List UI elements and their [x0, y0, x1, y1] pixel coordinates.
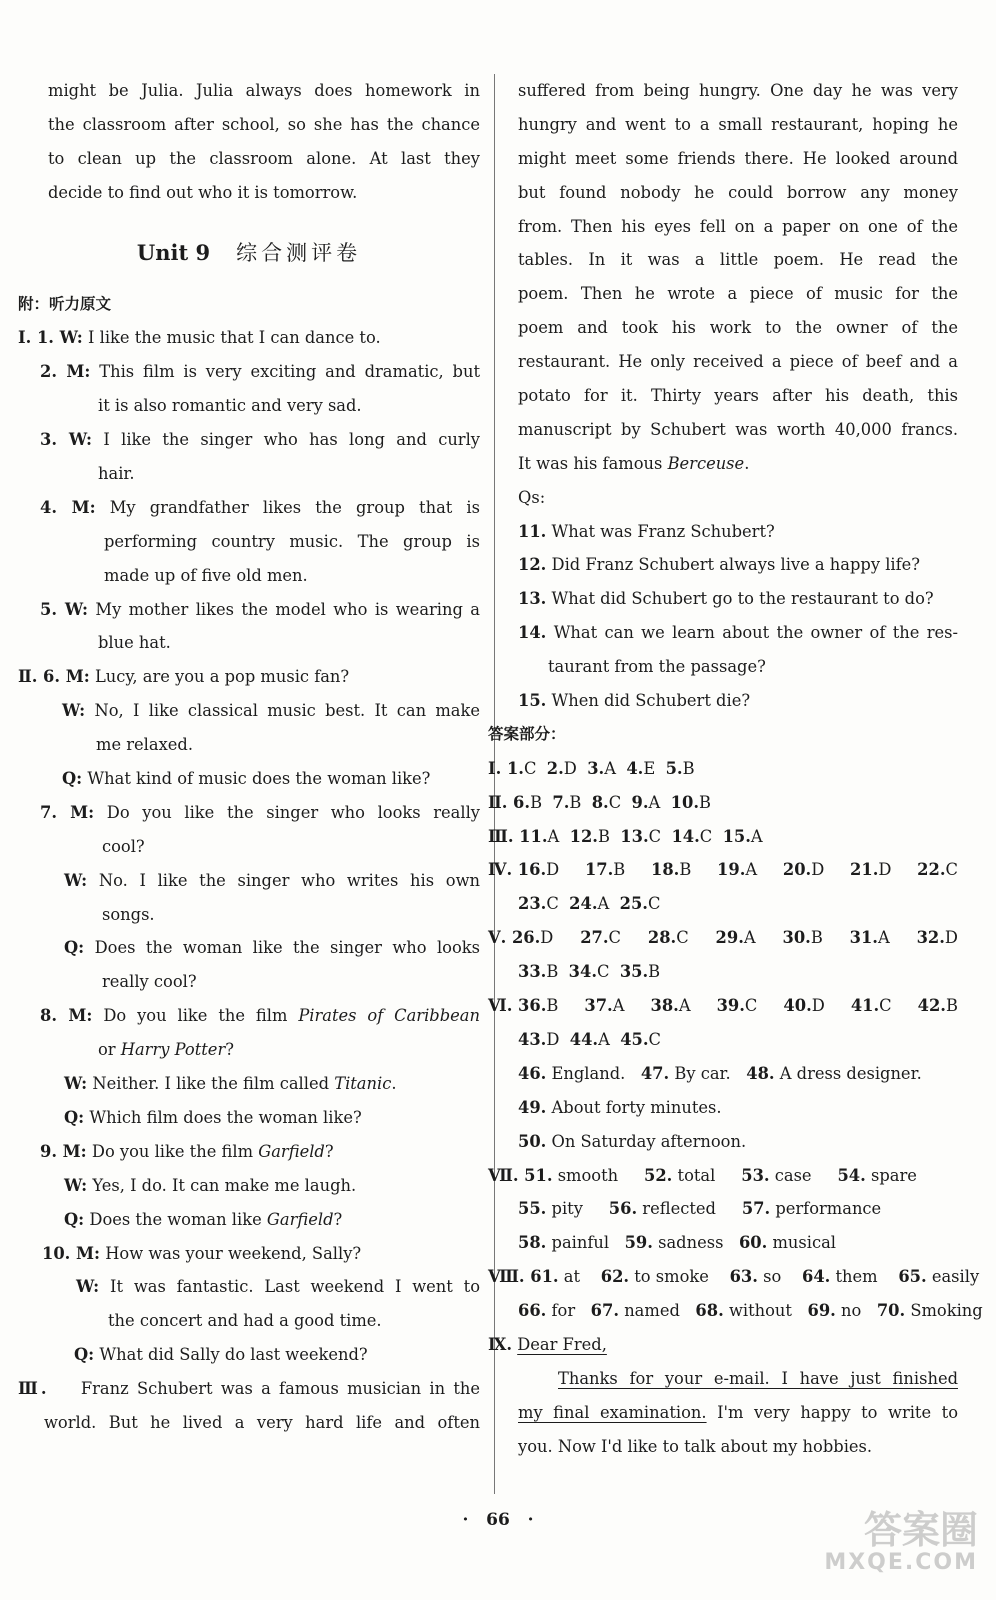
intro-line: to clean up the classroom alone. At last they: [48, 148, 480, 168]
question: 15. When did Schubert die?: [518, 691, 751, 711]
passage-line: It was his famous Berceuse.: [518, 453, 750, 473]
script-line: 8. M: Do you like the film Pirates of Caribbean: [40, 1006, 480, 1026]
passage-line: tables. In it was a little poem. He read the: [518, 250, 958, 270]
essay-line: Thanks for your e-mail. I have just finished: [558, 1368, 958, 1388]
answer-row: 58. painful 59. sadness 60. musical: [518, 1233, 837, 1253]
passage-line: potato for it. Thirty years after his death, this: [518, 386, 958, 406]
script-line: 2. M: This film is very exciting and dramatic, but: [40, 362, 480, 382]
script-line: it is also romantic and very sad.: [98, 396, 362, 416]
answer-row: Ⅷ. 61. at 62. to smoke 63. so 64. them 65. easily: [488, 1267, 980, 1287]
unit-title: [18, 210, 480, 288]
question: taurant from the passage?: [548, 657, 766, 677]
passage-line: manuscript by Schubert was worth 40,000 francs.: [518, 419, 958, 439]
script-line: Q: What did Sally do last weekend?: [74, 1345, 368, 1365]
answer-row: 33.B 34.C 35.B: [518, 962, 661, 982]
answer-row: 55. pity 56. reflected 57. performance: [518, 1199, 882, 1219]
answers-heading: 答案部分：: [488, 724, 566, 743]
script-line: really cool?: [102, 972, 197, 992]
question: 14. What can we learn about the owner of the res-: [518, 623, 958, 643]
answer-row: 43.D 44.A 45.C: [518, 1029, 661, 1049]
script-line: 3. W: I like the singer who has long and curly: [40, 430, 480, 450]
answer-row: 23.C 24.A 25.C: [518, 894, 661, 914]
script-line: made up of five old men.: [104, 565, 308, 585]
unit-title-en: Unit 9: [136, 239, 211, 265]
script-line: cool?: [102, 836, 145, 856]
passage-line: but found nobody he could borrow any money: [518, 182, 958, 202]
script-line: Q: Does the woman like the singer who looks: [64, 938, 480, 958]
watermark-logo: [788, 1510, 978, 1580]
essay-line: you. Now I'd like to talk about my hobbies.: [518, 1436, 873, 1456]
intro-line: might be Julia. Julia always does homework in: [48, 81, 480, 100]
script-line: performing country music. The group is: [104, 531, 480, 551]
answer-row: Ⅴ. 26.D 27.C 28.C 29.A 30.B 31.A 32.D: [488, 928, 958, 948]
answer-row: Ⅰ. 1.C 2.D 3.A 4.E 5.B: [488, 758, 695, 778]
answer-row: Ⅵ. 36.B 37.A 38.A 39.C 40.D 41.C 42.B: [488, 996, 958, 1016]
page-number: · 66 ·: [462, 1510, 534, 1530]
watermark-logo-text: 答案圈: [863, 1508, 978, 1552]
questions-label: Qs:: [518, 487, 546, 507]
essay-salutation: Ⅸ. Dear Fred,: [488, 1334, 607, 1354]
passage-line: poem and took his work to the owner of the: [518, 318, 958, 338]
essay-line: my final examination. I'm very happy to write to: [518, 1402, 958, 1422]
answer-row: Ⅶ. 51. smooth 52. total 53. case 54. spare: [488, 1165, 917, 1185]
script-line: W: Yes, I do. It can make me laugh.: [64, 1175, 357, 1195]
script-line: Ⅰ. 1. W: I like the music that I can dance to.: [18, 328, 381, 348]
script-line: Q: Which film does the woman like?: [64, 1107, 362, 1127]
script-line: me relaxed.: [96, 735, 193, 755]
script-line: W: No. I like the singer who writes his own: [64, 870, 480, 890]
passage-line: hungry and went to a small restaurant, hoping he: [518, 114, 958, 134]
script-line: 9. M: Do you like the film Garfield?: [40, 1141, 334, 1161]
script-line: hair.: [98, 464, 135, 484]
script-line: Q: What kind of music does the woman like?: [62, 769, 431, 789]
passage-line: might meet some friends there. He looked around: [518, 148, 958, 168]
listening-heading: 附：听力原文: [18, 294, 112, 313]
answer-row: 49. About forty minutes.: [518, 1097, 722, 1117]
script-line: W: Neither. I like the film called Titanic.: [64, 1074, 397, 1094]
passage-line: suffered from being hungry. One day he was very: [518, 81, 958, 100]
script-line: 10. M: How was your weekend, Sally?: [42, 1243, 362, 1263]
right-column: [488, 74, 983, 1464]
left-column: [18, 74, 480, 1440]
intro-line: decide to find out who it is tomorrow.: [48, 182, 358, 202]
script-line: Q: Does the woman like Garfield?: [64, 1209, 343, 1229]
passage-line: poem. Then he wrote a piece of music for the: [518, 284, 958, 304]
script-line: Ⅲ. Franz Schubert was a famous musician in the: [18, 1379, 480, 1399]
script-line: the concert and had a good time.: [108, 1311, 382, 1331]
script-line: W: It was fantastic. Last weekend I went to: [76, 1277, 480, 1297]
script-line: 7. M: Do you like the singer who looks really: [40, 802, 480, 822]
script-line: Ⅱ. 6. M: Lucy, are you a pop music fan?: [18, 667, 350, 687]
unit-title-cn: 综合测评卷: [236, 240, 362, 265]
passage-line: from. Then his eyes fell on a paper on one of the: [518, 216, 958, 236]
script-line: or Harry Potter?: [98, 1040, 234, 1060]
script-line: W: No, I like classical music best. It can make: [62, 701, 480, 721]
question: 13. What did Schubert go to the restaurant to do?: [518, 589, 934, 609]
script-line: blue hat.: [98, 633, 171, 653]
watermark-site: MXQE.COM: [824, 1550, 978, 1575]
answer-row: 50. On Saturday afternoon.: [518, 1131, 747, 1151]
script-line: 4. M: My grandfather likes the group that is: [40, 497, 480, 517]
answer-row: Ⅱ. 6.B 7.B 8.C 9.A 10.B: [488, 792, 711, 812]
passage-line: restaurant. He only received a piece of beef and a: [518, 352, 958, 372]
script-line: songs.: [102, 904, 155, 924]
script-line: world. But he lived a very hard life and often: [44, 1412, 480, 1432]
answer-row: Ⅳ. 16.D 17.B 18.B 19.A 20.D 21.D 22.C: [488, 860, 958, 880]
question: 11. What was Franz Schubert?: [518, 521, 775, 541]
script-line: 5. W: My mother likes the model who is wearing a: [40, 599, 480, 619]
intro-line: the classroom after school, so she has the chance: [48, 114, 480, 134]
answer-row: 66. for 67. named 68. without 69. no 70. Smoking: [518, 1301, 983, 1321]
answer-row: Ⅲ. 11.A 12.B 13.C 14.C 15.A: [488, 826, 763, 846]
question: 12. Did Franz Schubert always live a happy life?: [518, 555, 921, 575]
answer-row: 46. England. 47. By car. 48. A dress designer.: [518, 1063, 922, 1083]
